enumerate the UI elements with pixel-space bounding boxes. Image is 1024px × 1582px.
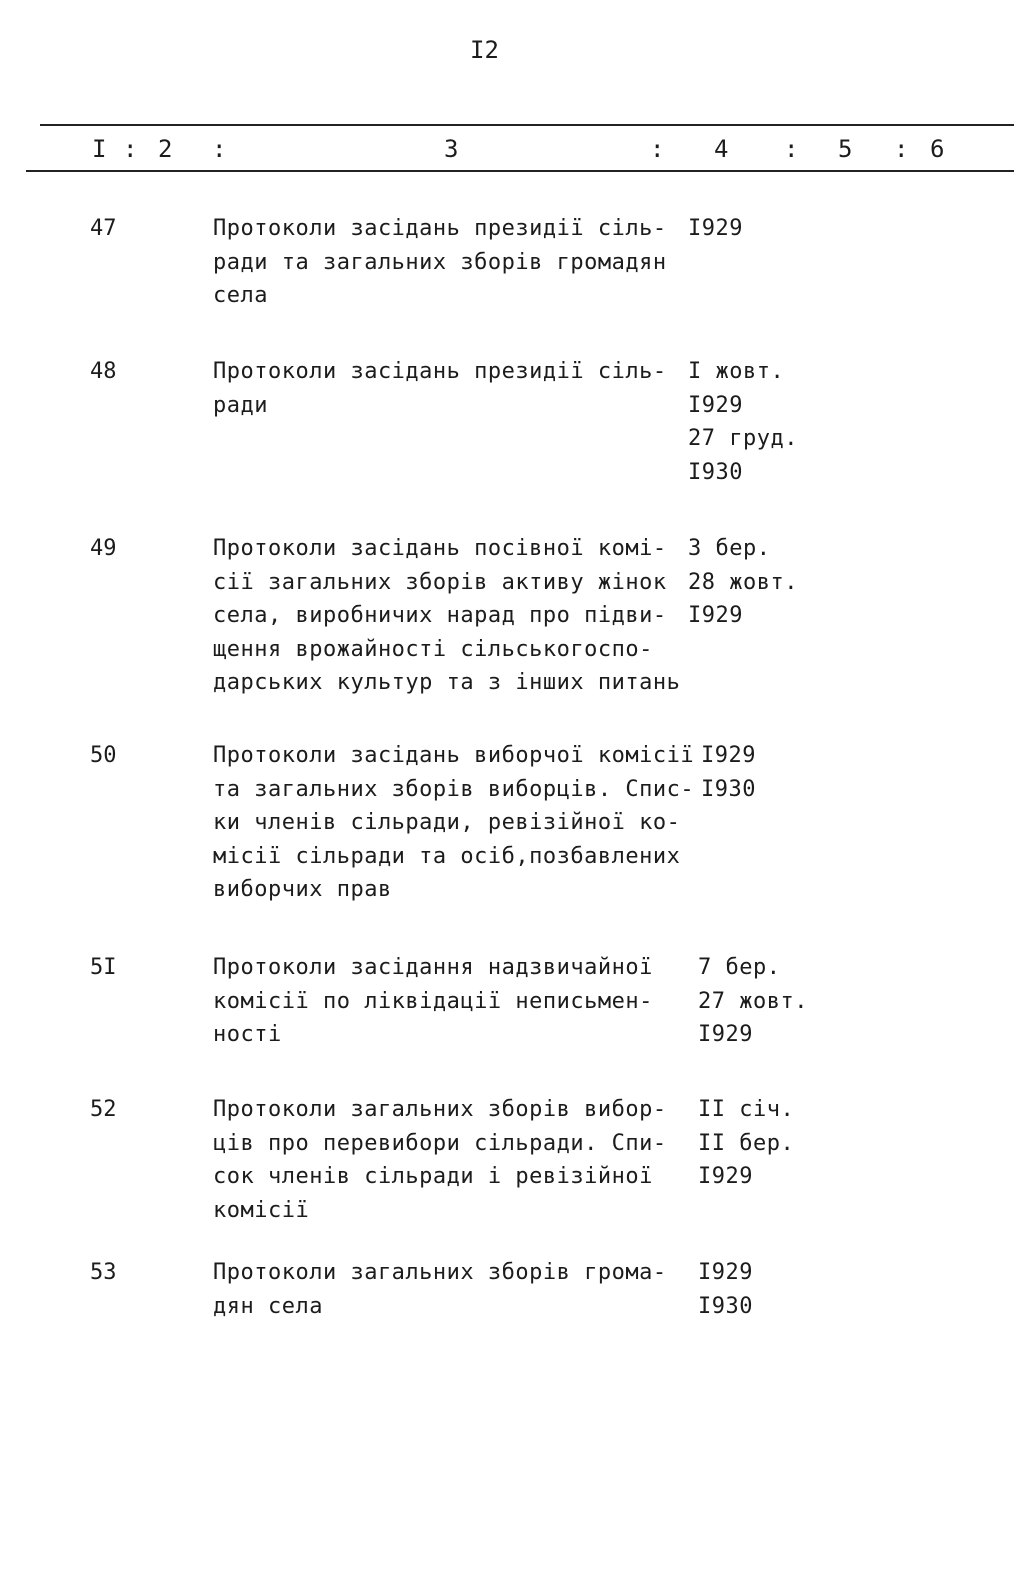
entry-number: 50: [90, 743, 117, 768]
entry-number: 48: [90, 359, 117, 384]
column-header-2: 2: [158, 135, 173, 163]
column-separator: :: [894, 135, 909, 163]
entry-dates: [688, 532, 838, 633]
entry-description: [213, 1093, 683, 1227]
entry-description: [213, 739, 695, 907]
column-header-1: I: [92, 135, 107, 163]
description-line: щення врожайності сільськогоспо-: [213, 636, 653, 662]
description-line: ців про перевибори сільради. Спи-: [213, 1130, 667, 1156]
column-header-4: 4: [714, 135, 729, 163]
entry-description: [213, 951, 683, 1052]
description-line: комісії: [213, 1197, 310, 1223]
description-line: та загальних зборів виборців. Спис-: [213, 776, 695, 802]
description-line: комісії по ліквідації неписьмен-: [213, 988, 653, 1014]
date-line: 28 жовт.: [688, 569, 798, 595]
description-line: ради та загальних зборів громадян: [213, 249, 667, 275]
entry-number: 49: [90, 536, 117, 561]
date-line: II січ.: [698, 1097, 795, 1122]
entry-description: [213, 532, 683, 700]
description-line: Протоколи засідань президії сіль-: [213, 216, 667, 241]
date-line: II бер.: [698, 1130, 795, 1156]
date-line: I929: [688, 216, 743, 241]
description-line: Протоколи загальних зборів вибор-: [213, 1097, 667, 1122]
entry-dates: [688, 355, 838, 489]
date-line: I жовт.: [688, 359, 785, 384]
entry-description: [213, 1256, 683, 1323]
description-line: ності: [213, 1022, 282, 1047]
column-separator: :: [784, 135, 799, 163]
date-line: I930: [698, 1293, 753, 1319]
description-line: сії загальних зборів активу жінок: [213, 569, 667, 595]
header-rule-top: [40, 124, 1014, 126]
entry-dates: [688, 212, 838, 246]
entry-number: 52: [90, 1097, 117, 1122]
date-line: I929: [698, 1022, 753, 1047]
description-line: ки членів сільради, ревізійної ко-: [213, 810, 681, 835]
description-line: села: [213, 283, 268, 308]
column-separator: :: [650, 135, 665, 163]
description-line: дарських культур та з інших питань: [213, 670, 681, 695]
entry-dates: [698, 1093, 848, 1194]
date-line: 7 бер.: [698, 955, 781, 980]
description-line: Протоколи загальних зборів грома-: [213, 1260, 667, 1285]
date-line: I929: [688, 392, 743, 418]
description-line: Протоколи засідань посівної комі-: [213, 536, 667, 561]
entry-description: [213, 355, 683, 422]
description-line: сок членів сільради і ревізійної: [213, 1164, 653, 1189]
entry-dates: [701, 739, 851, 806]
column-header-5: 5: [838, 135, 853, 163]
description-line: виборчих прав: [213, 877, 392, 902]
entry-dates: [698, 951, 848, 1052]
date-line: I930: [701, 776, 756, 802]
date-line: I929: [698, 1260, 753, 1285]
header-rule-bottom: [26, 170, 1014, 172]
description-line: Протоколи засідань виборчої комісії: [213, 743, 695, 768]
column-separator: :: [212, 135, 227, 163]
description-line: села, виробничих нарад про підви-: [213, 603, 667, 628]
description-line: ради: [213, 392, 268, 418]
column-header-6: 6: [930, 135, 945, 163]
description-line: дян села: [213, 1293, 323, 1319]
page-number: I2: [470, 36, 499, 64]
description-line: Протоколи засідань президії сіль-: [213, 359, 667, 384]
date-line: 27 жовт.: [698, 988, 808, 1014]
entry-number: 53: [90, 1260, 117, 1285]
entry-dates: [698, 1256, 848, 1323]
column-separator: :: [123, 135, 138, 163]
date-line: 3 бер.: [688, 536, 771, 561]
entry-number: 47: [90, 216, 117, 241]
entry-description: [213, 212, 683, 313]
date-line: I929: [698, 1164, 753, 1189]
date-line: 27 груд.: [688, 426, 798, 451]
entry-number: 5I: [90, 955, 117, 980]
description-line: місії сільради та осіб,позбавлених: [213, 843, 681, 869]
date-line: I929: [688, 603, 743, 628]
date-line: I929: [701, 743, 756, 768]
date-line: I930: [688, 459, 743, 485]
column-header-3: 3: [444, 135, 459, 163]
description-line: Протоколи засідання надзвичайної: [213, 955, 653, 980]
